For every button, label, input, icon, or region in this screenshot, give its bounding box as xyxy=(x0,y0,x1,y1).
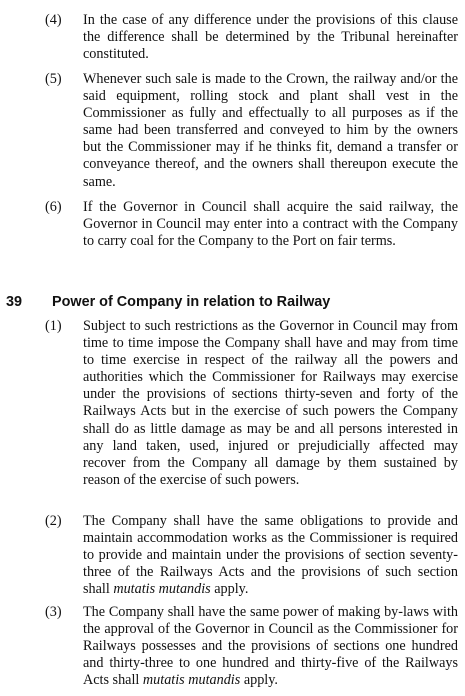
clause-number: (4) xyxy=(45,12,62,28)
clause-number: (1) xyxy=(45,318,62,334)
clause-text xyxy=(83,604,458,689)
clause-text-part: apply. xyxy=(240,672,278,689)
clause-number: (3) xyxy=(45,604,62,620)
clause-text: In the case of any difference under the provisions of this clause the difference shall be determined by the Tribunal hereinafter constituted. xyxy=(83,12,458,63)
clause-text-italic: mutatis mutandis xyxy=(113,581,211,598)
clause-number: (5) xyxy=(45,71,62,87)
clause-text: Subject to such restrictions as the Governor in Council may from time to time impose the Company shall have and may from time to time exercise in respect of the railway all the powers and authorities which the Commissioner for Railways may exercise under the provisions of sections thirty-seven and forty of the Railways Acts but in the exercise of such powers the Company shall do as little damage as may be and all persons interested in any land taken, used, injured or prejudicially affected may recover from the Company all damage by them sustained by reason of the exercise of such powers. xyxy=(83,318,458,488)
clause-5 xyxy=(45,71,458,191)
clause-number: (6) xyxy=(45,199,62,215)
clause-6 xyxy=(45,199,458,250)
clause-text-part: The Company shall have the same obligations to provide and maintain accommodation works as the Commissioner is required to provide and maintain under the provisions of section seventy-three of the Railways Acts and the provisions of such section shall xyxy=(83,513,458,598)
section-title: Power of Company in relation to Railway xyxy=(52,294,331,310)
section-clause-3 xyxy=(45,604,458,689)
section-clause-1 xyxy=(45,318,458,489)
clause-text xyxy=(83,513,458,598)
clause-4 xyxy=(45,12,458,63)
clause-text-part: apply. xyxy=(210,581,249,598)
clause-text-italic: mutatis mutandis xyxy=(142,672,241,689)
clause-text: Whenever such sale is made to the Crown, the railway and/or the said equipment, rolling stock and plant shall vest in the Commissioner as fully and effectually to all purposes as if the same had been transferred and conveyed to him by the owners but the Commissioner may if he thinks fit, demand a transfer or conveyance thereof, and the owners shall thereupon execute the same. xyxy=(83,71,458,190)
clause-number: (2) xyxy=(45,513,62,529)
clause-text: If the Governor in Council shall acquire the said railway, the Governor in Council may enter into a contract with the Company to carry coal for the Company to the Port on fair terms. xyxy=(83,199,458,250)
section-number: 39 xyxy=(6,294,23,310)
clause-text-part: The Company shall have the same power of making by-laws with the approval of the Governor in Council as the Commissioner for Railways possesses and the provisions of sections one hundred and thirty-three to one hundred and thirty-five of the Railways Acts shall xyxy=(83,604,458,689)
section-clause-2 xyxy=(45,513,458,598)
